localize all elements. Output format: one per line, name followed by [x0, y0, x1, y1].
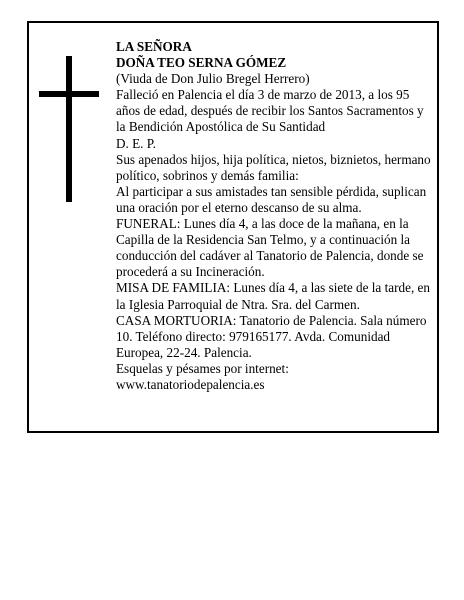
- rip-line: D. E. P.: [116, 135, 156, 151]
- obituary-notice: [27, 21, 439, 433]
- cross-icon: [39, 56, 99, 202]
- death-paragraph: Falleció en Palencia el día 3 de marzo de 2013, a los 95 años de edad, después de recibir los Santos Sacramentos y la Bendición Apostólica de Su Santidad: [116, 87, 424, 135]
- house-paragraph: CASA MORTUORIA: Tanatorio de Palencia. Sala número 10. Teléfono directo: 979165177. Avda. Comunidad Europea, 22-24. Palencia.: [116, 312, 427, 360]
- obituary-text: [116, 39, 432, 393]
- website-link[interactable]: www.tanatoriodepalencia.es: [116, 376, 265, 392]
- cross-vertical-bar: [66, 56, 72, 202]
- notice-title: LA SEÑORA: [116, 39, 192, 54]
- deceased-name: DOÑA TEO SERNA GÓMEZ: [116, 55, 287, 71]
- mass-paragraph: MISA DE FAMILIA: Lunes día 4, a las siete de la tarde, en la Iglesia Parroquial de Ntra. Sra. del Carmen.: [116, 280, 430, 312]
- internet-label: Esquelas y pésames por internet:: [116, 360, 289, 376]
- cross-horizontal-bar: [39, 91, 99, 97]
- request-paragraph: Al participar a sus amistades tan sensible pérdida, suplican una oración por el eterno descanso de su alma.: [116, 183, 427, 215]
- family-paragraph: Sus apenados hijos, hija política, nietos, biznietos, hermano político, sobrinos y demás familia:: [116, 151, 431, 183]
- widow-line: (Viuda de Don Julio Bregel Herrero): [116, 71, 310, 87]
- funeral-paragraph: FUNERAL: Lunes día 4, a las doce de la mañana, en la Capilla de la Residencia San Telmo, y a continuación la conducción del cadáver al Tanatorio de Palencia, donde se procederá a su Incineración.: [116, 216, 424, 280]
